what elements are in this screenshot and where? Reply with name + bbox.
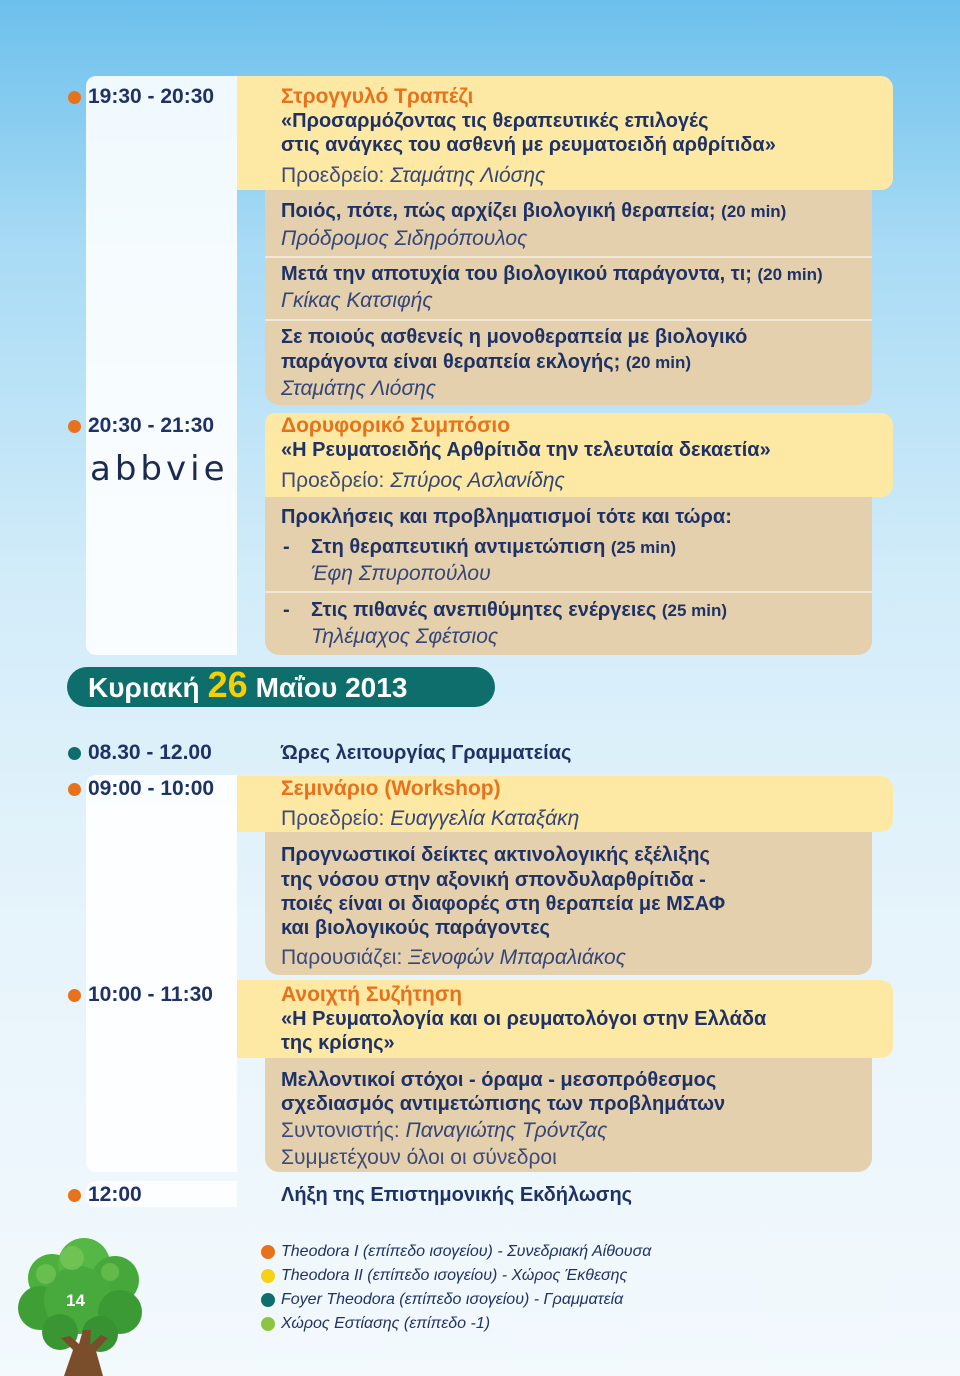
session-chair bbox=[281, 164, 545, 188]
legend-dot bbox=[261, 1269, 275, 1283]
legend-dot bbox=[261, 1317, 275, 1331]
session-chair bbox=[281, 469, 565, 493]
talk-title bbox=[281, 199, 786, 223]
bullet-dash: - bbox=[283, 536, 290, 558]
talk-title-text: Ποιός, πότε, πώς αρχίζει βιολογική θεραπεία; bbox=[281, 200, 716, 222]
legend-label: Theodora I (επίπεδο ισογείου) - Συνεδριακή Αίθουσα bbox=[281, 1243, 652, 1260]
talk-title: Προγνωστικοί δείκτες ακτινολογικής εξέλιξης bbox=[281, 844, 710, 866]
talk-speaker: Τηλέμαχος Σφέτσιος bbox=[311, 625, 499, 648]
talk-title: Σε ποιούς ασθενείς η μονοθεραπεία με βιολογικό bbox=[281, 326, 748, 348]
session-title: «Προσαρμόζοντας τις θεραπευτικές επιλογές bbox=[281, 110, 709, 132]
session-title: της κρίσης» bbox=[281, 1032, 395, 1054]
legend-label: Theodora II (επίπεδο ισογείου) - Χώρος Έκθεσης bbox=[281, 1267, 628, 1284]
talk-speaker: Έφη Σπυροπούλου bbox=[311, 562, 491, 585]
legend-label: Χώρος Εστίασης (επίπεδο -1) bbox=[281, 1315, 491, 1332]
talk-title-text: Μετά την αποτυχία του βιολογικού παράγοντα, τι; bbox=[281, 263, 752, 285]
talk-title: και βιολογικούς παράγοντες bbox=[281, 917, 550, 939]
talks-heading: Προκλήσεις και προβληματισμοί τότε και τώρα: bbox=[281, 506, 732, 528]
talk-separator bbox=[265, 591, 872, 593]
abbvie-logo: abbvie bbox=[90, 449, 229, 489]
room-dot bbox=[68, 989, 81, 1002]
chair-name: Σπύρος Ασλανίδης bbox=[390, 469, 565, 492]
talk-title-text: Στις πιθανές ανεπιθύμητες ενέργειες bbox=[311, 599, 657, 621]
talk-separator bbox=[265, 256, 872, 258]
session-time: 19:30 - 20:30 bbox=[88, 85, 215, 108]
session-title: «Η Ρευματοειδής Αρθρίτιδα την τελευταία δεκαετία» bbox=[281, 439, 771, 461]
legend-dot bbox=[261, 1245, 275, 1259]
talk-speaker: Γκίκας Κατσιφής bbox=[281, 289, 433, 312]
talk-title bbox=[281, 598, 727, 622]
talk-title bbox=[281, 350, 691, 374]
topic-line: σχεδιασμός αντιμετώπισης των προβλημάτων bbox=[281, 1093, 726, 1115]
coordinator-label: Συντονιστής: bbox=[281, 1119, 400, 1142]
topic-line: Μελλοντικοί στόχοι - όραμα - μεσοπρόθεσμος bbox=[281, 1069, 717, 1091]
session-type: Ανοιχτή Συζήτηση bbox=[281, 983, 463, 1006]
time-column-panel bbox=[86, 76, 237, 655]
room-dot bbox=[68, 1189, 81, 1202]
talk-duration: (25 min) bbox=[661, 601, 728, 620]
talk-duration: (20 min) bbox=[757, 265, 823, 284]
room-dot bbox=[68, 420, 81, 433]
chair-name: Σταμάτης Λιόσης bbox=[390, 164, 546, 187]
chair-label: Προεδρείο: bbox=[281, 807, 385, 830]
session-time: 12:00 bbox=[88, 1183, 142, 1206]
session-type: Στρογγυλό Τραπέζι bbox=[281, 85, 474, 108]
talk-speaker: Σταμάτης Λιόσης bbox=[281, 377, 436, 400]
talk-duration: (20 min) bbox=[625, 353, 692, 372]
session-type: Δορυφορικό Συμπόσιο bbox=[281, 414, 511, 437]
talk-title-text: παράγοντα είναι θεραπεία εκλογής; bbox=[281, 351, 621, 373]
day-weekday: Κυριακή bbox=[88, 672, 200, 703]
room-dot bbox=[68, 783, 81, 796]
session-time: 10:00 - 11:30 bbox=[88, 983, 213, 1006]
talk-duration: (20 min) bbox=[721, 202, 787, 221]
day-number: 26 bbox=[207, 664, 248, 705]
presenter-label: Παρουσιάζει: bbox=[281, 946, 403, 969]
session-time: 08.30 - 12.00 bbox=[88, 741, 212, 764]
chair-name: Ευαγγελία Καταξάκη bbox=[390, 807, 580, 830]
talk-title-text: Στη θεραπευτική αντιμετώπιση bbox=[311, 536, 606, 558]
room-dot bbox=[68, 747, 81, 760]
talk-title: ποιές είναι οι διαφορές στη θεραπεία με ΜΣΑΦ bbox=[281, 893, 726, 915]
session-title: «Η Ρευματολογία και οι ρευματολόγοι στην Ελλάδα bbox=[281, 1008, 767, 1030]
time-column-panel bbox=[86, 775, 237, 1172]
talk-presenter bbox=[281, 946, 626, 970]
talk-title bbox=[281, 535, 676, 559]
presenter-name: Ξενοφών Μπαραλιάκος bbox=[408, 946, 626, 969]
session-time: 20:30 - 21:30 bbox=[88, 414, 215, 437]
talk-title bbox=[281, 262, 823, 286]
talk-duration: (25 min) bbox=[610, 538, 677, 557]
session-title: Λήξη της Επιστημονικής Εκδήλωσης bbox=[281, 1184, 633, 1206]
page-number: 14 bbox=[66, 1291, 85, 1310]
room-dot bbox=[68, 91, 81, 104]
participants-note: Συμμετέχουν όλοι οι σύνεδροι bbox=[281, 1146, 557, 1169]
bullet-dash: - bbox=[283, 599, 290, 621]
session-time: 09:00 - 10:00 bbox=[88, 777, 215, 800]
chair-label: Προεδρείο: bbox=[281, 164, 385, 187]
legend-dot bbox=[261, 1293, 275, 1307]
day-header bbox=[67, 664, 495, 707]
session-title: στις ανάγκες του ασθενή με ρευματοειδή αρθρίτιδα» bbox=[281, 134, 776, 156]
talk-title: της νόσου στην αξονική σπονδυλαρθρίτιδα - bbox=[281, 869, 706, 891]
chair-label: Προεδρείο: bbox=[281, 469, 385, 492]
session-title: Ώρες λειτουργίας Γραμματείας bbox=[281, 742, 572, 764]
coordinator-name: Παναγιώτης Τρόντζας bbox=[405, 1119, 608, 1142]
legend-label: Foyer Theodora (επίπεδο ισογείου) - Γραμματεία bbox=[281, 1291, 624, 1308]
session-coordinator bbox=[281, 1119, 607, 1143]
session-chair bbox=[281, 807, 579, 831]
session-type: Σεμινάριο (Workshop) bbox=[281, 777, 501, 800]
talk-separator bbox=[265, 319, 872, 321]
day-month-year: Μαΐου 2013 bbox=[255, 672, 408, 703]
talk-speaker: Πρόδρομος Σιδηρόπουλος bbox=[281, 227, 528, 250]
